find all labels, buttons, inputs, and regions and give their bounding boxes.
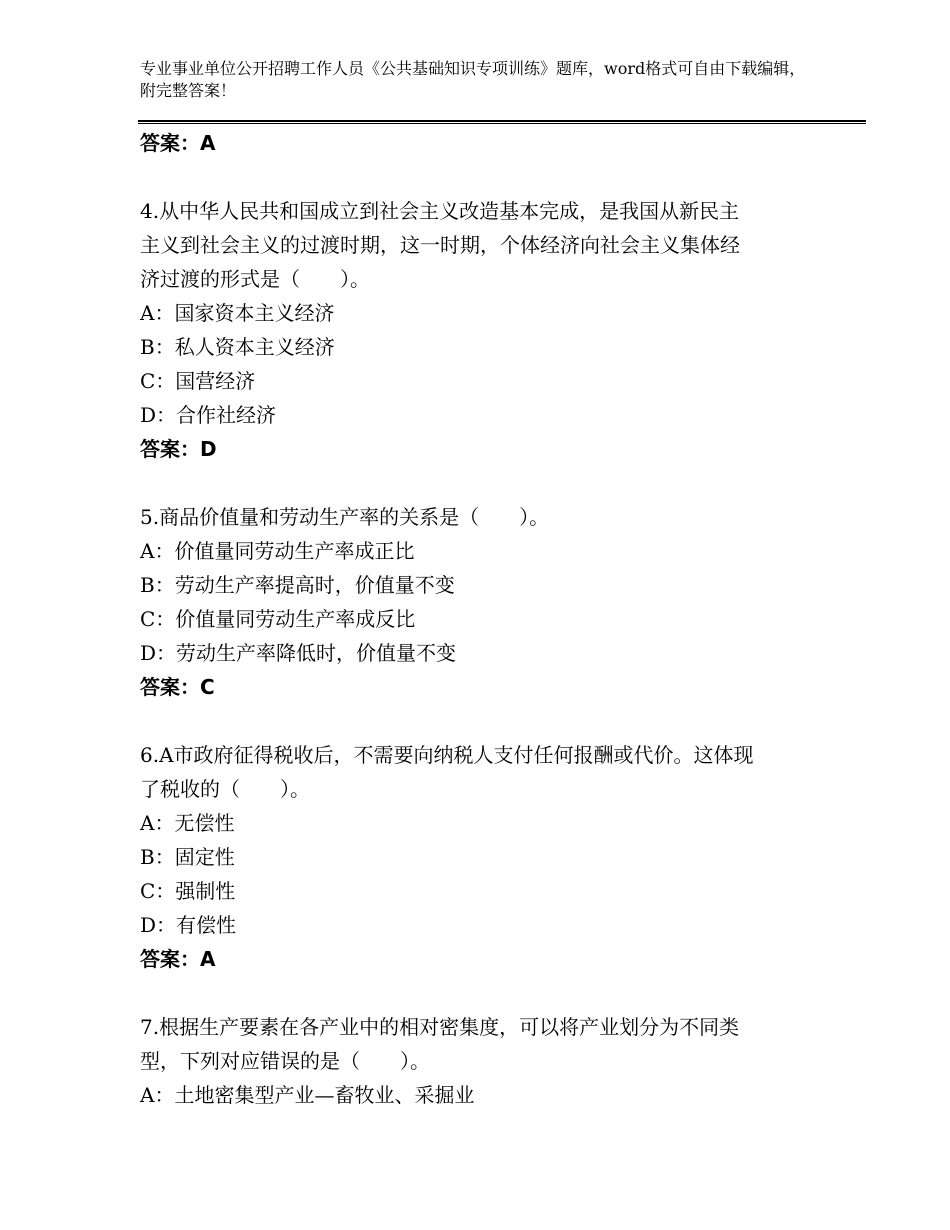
answer-line [140, 126, 830, 160]
answer-label: 答案： [140, 437, 200, 461]
spacer [140, 704, 830, 738]
answer-value: A [200, 947, 216, 971]
question-stem-line: 济过渡的形式是（ ）。 [140, 267, 370, 291]
question-stem-line: 主义到社会主义的过渡时期，这一时期，个体经济向社会主义集体经 [140, 233, 740, 257]
answer-label: 答案： [140, 131, 200, 155]
question-stem-line: 6.A市政府征得税收后，不需要向纳税人支付任何报酬或代价。这体现 [140, 743, 754, 767]
spacer [140, 160, 830, 194]
question-7 [140, 1010, 830, 1112]
option-c: C：强制性 [140, 879, 236, 903]
answer-label: 答案： [140, 947, 200, 971]
question-4 [140, 194, 830, 466]
question-stem-line: 型，下列对应错误的是（ ）。 [140, 1049, 430, 1073]
answer-line [140, 432, 830, 466]
option-a: A：无偿性 [140, 811, 235, 835]
option-b: B：私人资本主义经济 [140, 335, 335, 359]
option-a: A：国家资本主义经济 [140, 301, 335, 325]
answer-value: D [200, 437, 217, 461]
question-stem-line: 5.商品价值量和劳动生产率的关系是（ ）。 [140, 505, 550, 529]
spacer [140, 976, 830, 1010]
answer-line [140, 942, 830, 976]
option-a: A：土地密集型产业—畜牧业、采掘业 [140, 1083, 475, 1107]
question-stem-line: 4.从中华人民共和国成立到社会主义改造基本完成，是我国从新民主 [140, 199, 740, 223]
spacer [140, 466, 830, 500]
question-stem-line: 了税收的（ ）。 [140, 777, 310, 801]
option-d: D：劳动生产率降低时，价值量不变 [140, 641, 457, 665]
answer-label: 答案： [140, 675, 200, 699]
option-c: C：价值量同劳动生产率成反比 [140, 607, 416, 631]
answer-value: C [200, 675, 215, 699]
option-b: B：固定性 [140, 845, 235, 869]
question-stem-line: 7.根据生产要素在各产业中的相对密集度，可以将产业划分为不同类 [140, 1015, 740, 1039]
question-5 [140, 500, 830, 704]
option-b: B：劳动生产率提高时，价值量不变 [140, 573, 455, 597]
question-list [140, 126, 830, 1112]
option-a: A：价值量同劳动生产率成正比 [140, 539, 415, 563]
document-header: 专业事业单位公开招聘工作人员《公共基础知识专项训练》题库，word格式可自由下载编辑，附完整答案！ [140, 59, 806, 100]
answer-value: A [200, 131, 216, 155]
answer-line [140, 670, 830, 704]
option-d: D：有偿性 [140, 913, 237, 937]
header-divider [138, 120, 866, 124]
option-c: C：国营经济 [140, 369, 256, 393]
option-d: D：合作社经济 [140, 403, 277, 427]
question-6 [140, 738, 830, 976]
